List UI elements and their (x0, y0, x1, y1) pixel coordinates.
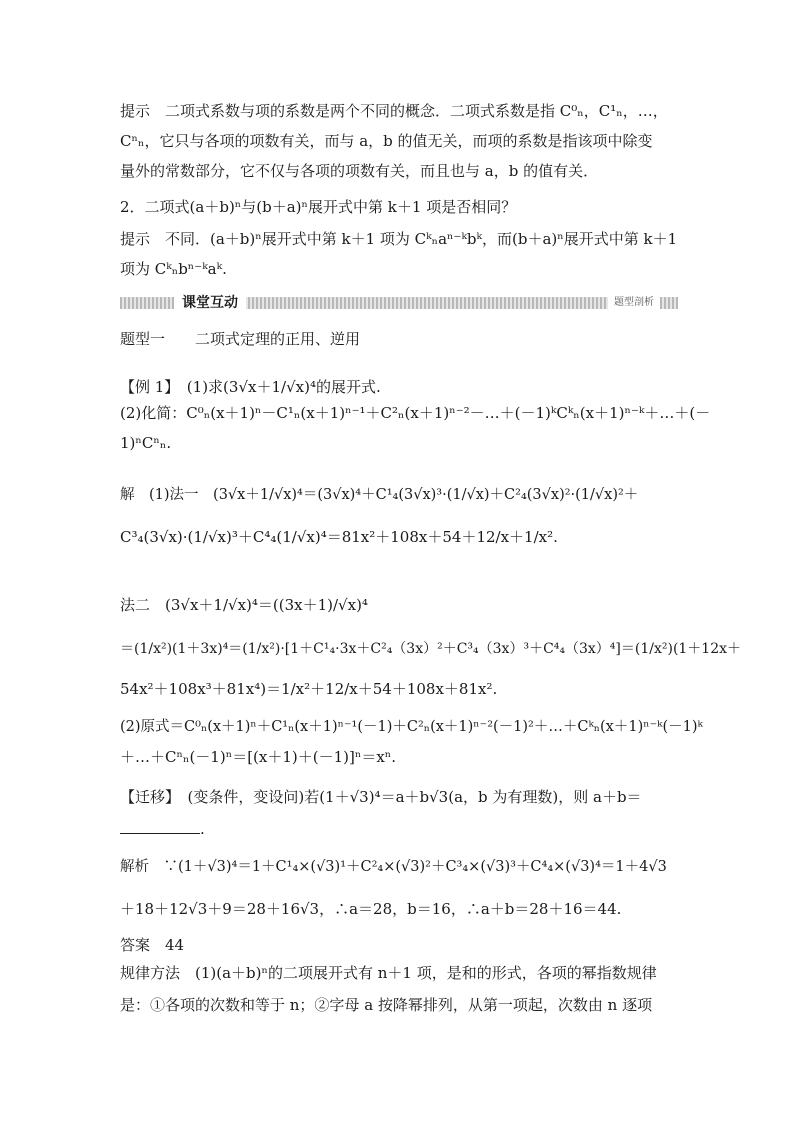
analysis-line-1: 解析 ∵(1＋√3)⁴＝1＋C¹₄×(√3)¹＋C²₄×(√3)²＋C³₄×(√3)³＋C⁴₄×(√3)⁴＝1＋4√3 (120, 859, 667, 875)
solution-method-1-line-1: 解 (1)法一 (3√x＋1/√x)⁴＝(3√x)⁴＋C¹₄(3√x)³·(1/√x)＋C²₄(3√x)²·(1/√x)²＋ (120, 487, 639, 503)
hint2-line-1: 提示 不同．(a＋b)ⁿ展开式中第 k＋1 项为 Cᵏₙaⁿ⁻ᵏbᵏ，而(b＋a)ⁿ展开式中第 k＋1 (120, 230, 678, 248)
solution-part-2-line-2: ＋…＋Cⁿₙ(－1)ⁿ＝[(x＋1)＋(－1)]ⁿ＝xⁿ. (120, 748, 397, 766)
answer-blank (120, 819, 200, 834)
example-1-part-1: 【例 1】 (1)求(3√x＋1/√x)⁴的展开式. (120, 378, 381, 396)
question-2: 2．二项式(a＋b)ⁿ与(b＋a)ⁿ展开式中第 k＋1 项是否相同？ (120, 198, 517, 216)
solution-method-2-line-1: 法二 (3√x＋1/√x)⁴＝((3x＋1)/√x)⁴ (120, 596, 368, 614)
answer-line: 答案 44 (120, 936, 185, 954)
section-tag: 题型剖析 (608, 296, 660, 310)
section-title: 课堂互动 (174, 294, 246, 312)
hint-line-1: 提示 二项式系数与项的系数是两个不同的概念．二项式系数是指 C⁰ₙ，C¹ₙ，…， (120, 102, 668, 120)
answer-blank-period: . (200, 820, 205, 838)
topic-heading: 题型一 二项式定理的正用、逆用 (120, 330, 361, 348)
hint-line-3: 量外的常数部分，它不仅与各项的项数有关，而且也与 a，b 的值有关． (120, 162, 599, 180)
method-summary-line-2: 是：①各项的次数和等于 n；②字母 a 按降幂排列，从第一项起，次数由 n 逐项 (120, 996, 653, 1014)
transfer-question: 【迁移】 (变条件，变设问)若(1＋√3)⁴＝a＋b√3(a，b 为有理数)，则 a＋b＝ (120, 788, 642, 806)
solution-method-1-line-2: C³₄(3√x)·(1/√x)³＋C⁴₄(1/√x)⁴＝81x²＋108x＋54＋12/x＋1/x². (120, 528, 558, 546)
solution-method-2-line-3: 54x²＋108x³＋81x⁴)＝1/x²＋12/x＋54＋108x＋81x². (120, 680, 498, 698)
solution-method-2-line-2: ＝(1/x²)(1＋3x)⁴＝(1/x²)·[1＋C¹₄·3x＋C²₄（3x）²＋C³₄（3x）³＋C⁴₄（3x）⁴]＝(1/x²)(1＋12x＋ (120, 641, 742, 657)
example-1-part-2: (2)化简：C⁰ₙ(x＋1)ⁿ－C¹ₙ(x＋1)ⁿ⁻¹＋C²ₙ(x＋1)ⁿ⁻²－…＋(－1)ᵏCᵏₙ(x＋1)ⁿ⁻ᵏ＋…＋(－ (120, 404, 711, 422)
hint-line-2: Cⁿₙ，它只与各项的项数有关，而与 a，b 的值无关，而项的系数是指该项中除变 (120, 132, 653, 150)
hint2-line-2: 项为 Cᵏₙbⁿ⁻ᵏaᵏ. (120, 260, 227, 278)
solution-part-2-line-1: (2)原式＝C⁰ₙ(x＋1)ⁿ＋C¹ₙ(x＋1)ⁿ⁻¹(－1)＋C²ₙ(x＋1)ⁿ⁻²(－1)²＋…＋Cᵏₙ(x＋1)ⁿ⁻ᵏ(－1)ᵏ (120, 719, 703, 735)
method-summary-line-1: 规律方法 (1)(a＋b)ⁿ的二项展开式有 n＋1 项，是和的形式，各项的幂指数规律 (120, 964, 657, 982)
transfer-answer-blank-line (120, 818, 205, 840)
analysis-line-2: ＋18＋12√3＋9＝28＋16√3，∴a＝28，b＝16，∴a＋b＝28＋16＝44. (120, 900, 622, 918)
example-1-part-2-cont: 1)ⁿCⁿₙ. (120, 434, 172, 452)
section-header-bar (120, 294, 678, 312)
